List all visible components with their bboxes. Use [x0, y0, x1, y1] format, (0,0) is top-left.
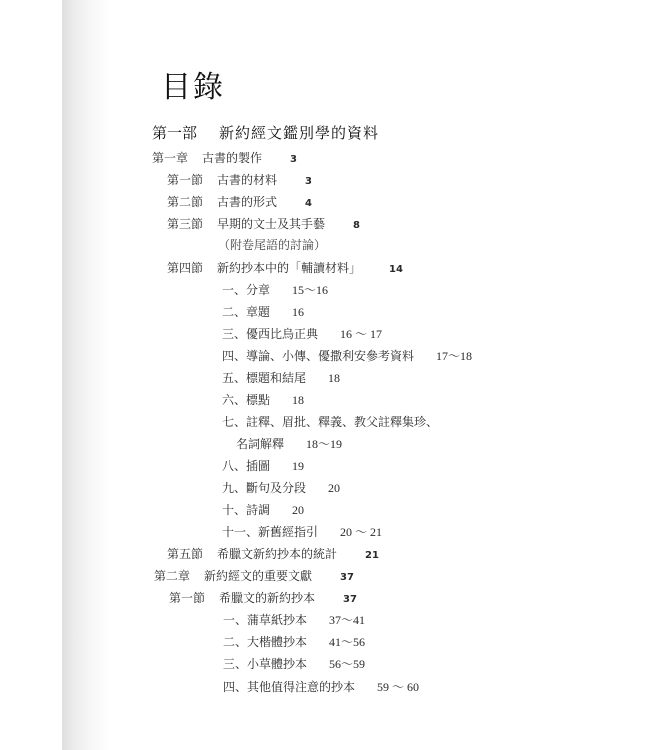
item-title: 六、標點 — [222, 393, 271, 407]
section-label: 第一節 — [167, 173, 204, 187]
page-number: 4 — [305, 198, 312, 209]
section-label: 第二節 — [167, 195, 204, 209]
page-range: 18 — [328, 371, 341, 385]
page-range: 15～16 — [292, 283, 329, 297]
page-range: 41～56 — [329, 635, 366, 649]
toc-item[interactable] — [222, 305, 304, 319]
toc-item[interactable] — [223, 657, 365, 671]
page-range: 19 — [292, 459, 305, 473]
toc-part-1 — [152, 124, 379, 142]
page-number: 37 — [340, 572, 354, 583]
page-number: 8 — [353, 220, 360, 231]
item-title: 四、其他值得注意的抄本 — [223, 680, 356, 694]
section-label: 第五節 — [167, 547, 204, 561]
toc-item[interactable] — [222, 415, 438, 429]
page-number: 3 — [290, 154, 297, 165]
toc-title: 目錄 — [161, 70, 225, 105]
toc-item[interactable] — [222, 503, 304, 517]
item-title: 九、斷句及分段 — [222, 481, 307, 495]
section-label: 第三節 — [167, 217, 204, 231]
toc-item[interactable] — [222, 327, 382, 341]
page-range: 16 — [292, 305, 305, 319]
item-title: 十、詩調 — [222, 503, 271, 517]
chapter-label: 第一章 — [152, 151, 189, 165]
toc-section-1-3[interactable] — [167, 217, 360, 233]
item-title: 十一、新舊經指引 — [222, 525, 319, 539]
section-label: 第一節 — [169, 591, 206, 605]
section-title: 古書的材料 — [217, 173, 278, 187]
item-title: 三、優西比烏正典 — [222, 327, 319, 341]
chapter-title: 新約經文的重要文獻 — [204, 569, 313, 583]
toc-item[interactable] — [223, 635, 365, 649]
toc-chapter-1[interactable] — [152, 151, 297, 167]
item-title: 二、大楷體抄本 — [223, 635, 308, 649]
section-label: 第四節 — [167, 261, 204, 275]
toc-item[interactable] — [222, 283, 328, 297]
toc-section-1-4[interactable] — [167, 261, 403, 277]
item-title: 一、蒲草紙抄本 — [223, 613, 308, 627]
section-title: 希臘文新約抄本的統計 — [217, 547, 338, 561]
section-title: 新約抄本中的「輔讀材料」 — [217, 261, 362, 275]
chapter-title: 古書的製作 — [202, 151, 263, 165]
page-range: 56～59 — [329, 657, 366, 671]
section-title: 古書的形式 — [217, 195, 278, 209]
section-note: （附卷尾語的討論） — [218, 238, 327, 252]
toc-chapter-2[interactable] — [154, 569, 354, 585]
toc-item[interactable] — [222, 393, 304, 407]
page-number: 14 — [389, 264, 403, 275]
toc-section-1-5[interactable] — [167, 547, 379, 563]
toc-item[interactable] — [222, 371, 340, 385]
toc-section-2-1[interactable] — [169, 591, 357, 607]
page-number: 37 — [343, 594, 357, 605]
page-range: 59 ～ 60 — [377, 680, 420, 694]
part-title: 新約經文鑑別學的資料 — [219, 124, 380, 142]
item-title: 二、章題 — [222, 305, 271, 319]
item-title: 四、導論、小傳、優撒利安參考資料 — [222, 349, 415, 363]
toc-item[interactable] — [222, 481, 340, 495]
item-title: 七、註釋、眉批、釋義、教父註釋集珍、 — [222, 415, 439, 429]
toc-section-1-1[interactable] — [167, 173, 312, 189]
page-number: 21 — [365, 550, 379, 561]
page-range: 20 ～ 21 — [340, 525, 383, 539]
toc-item[interactable] — [223, 613, 365, 627]
item-title: 八、插圖 — [222, 459, 271, 473]
item-title: 五、標題和結尾 — [222, 371, 307, 385]
page-number: 3 — [305, 176, 312, 187]
toc-item[interactable] — [223, 680, 419, 694]
page-range: 37～41 — [329, 613, 366, 627]
page-range: 20 — [328, 481, 341, 495]
item-title: 一、分章 — [222, 283, 271, 297]
toc-section-1-2[interactable] — [167, 195, 312, 211]
chapter-label: 第二章 — [154, 569, 191, 583]
page-range: 20 — [292, 503, 305, 517]
page-range: 18～19 — [306, 437, 343, 451]
item-title: 三、小草體抄本 — [223, 657, 308, 671]
part-label: 第一部 — [152, 124, 198, 142]
section-title: 早期的文士及其手藝 — [217, 217, 326, 231]
page-range: 16 ～ 17 — [340, 327, 383, 341]
toc-item[interactable] — [222, 459, 304, 473]
toc-item[interactable] — [222, 349, 472, 363]
item-title-continuation: 名詞解釋 — [236, 437, 285, 451]
toc-item-continuation[interactable] — [236, 437, 342, 451]
toc-item[interactable] — [222, 525, 382, 539]
page-range: 17～18 — [436, 349, 473, 363]
page-range: 18 — [292, 393, 305, 407]
section-title: 希臘文的新約抄本 — [219, 591, 316, 605]
